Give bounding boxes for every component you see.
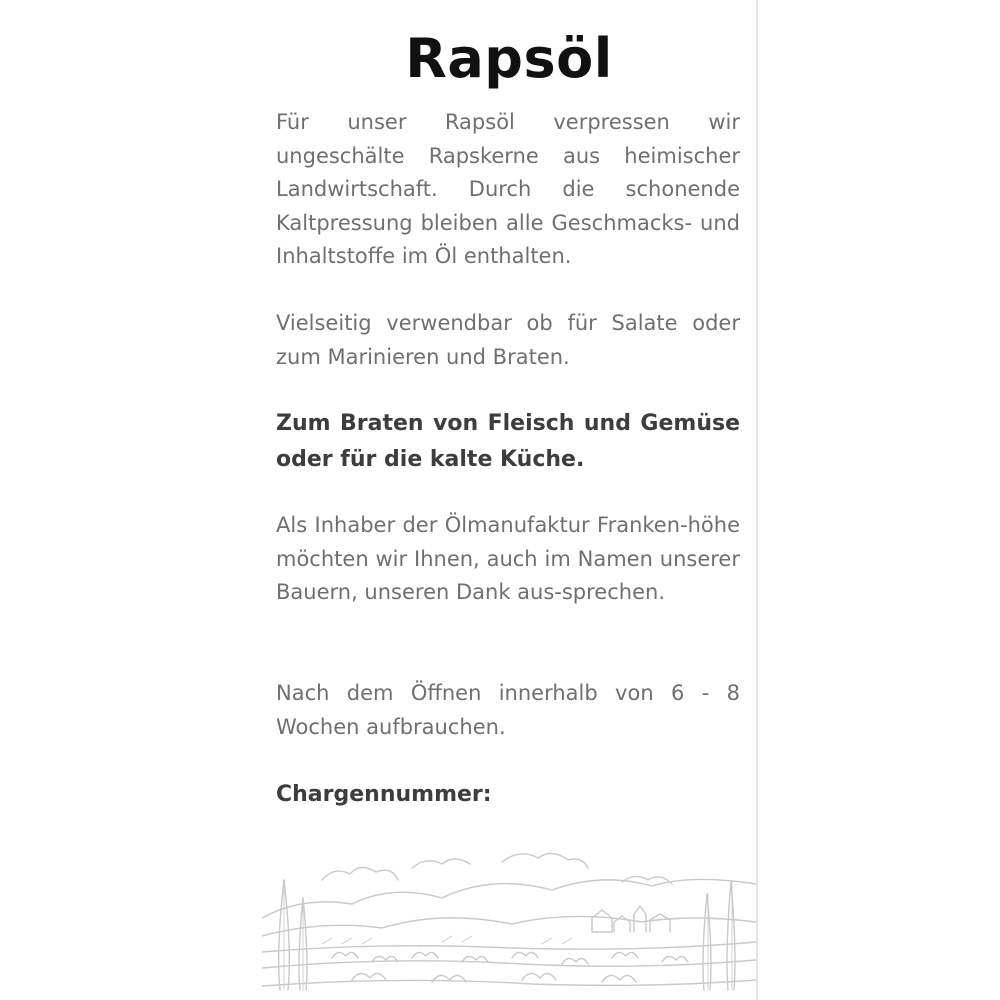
product-label <box>262 0 758 1000</box>
highlight-paragraph: Zum Braten von Fleisch und Gemüse oder für die kalte Küche. <box>276 411 740 472</box>
description-paragraph: Für unser Rapsöl verpressen wir ungeschälte Rapskerne aus heimischer Landwirtschaft. Durch die schonende Kaltpressung bleiben alle Geschmacks- und Inhaltstoffe im Öl enthalten. <box>276 110 740 268</box>
usage-paragraph: Vielseitig verwendbar ob für Salate oder zum Marinieren und Braten. <box>276 311 740 369</box>
landscape-illustration <box>262 840 756 1000</box>
storage-paragraph: Nach dem Öffnen innerhalb von 6 - 8 Wochen aufbrauchen. <box>276 681 740 739</box>
thanks-paragraph: Als Inhaber der Ölmanufaktur Franken-höhe möchten wir Ihnen, auch im Namen unserer Bauern, unseren Dank aus-sprechen. <box>276 513 740 604</box>
product-title: Rapsöl <box>405 27 613 90</box>
batch-number-label: Chargennummer: <box>276 782 492 807</box>
